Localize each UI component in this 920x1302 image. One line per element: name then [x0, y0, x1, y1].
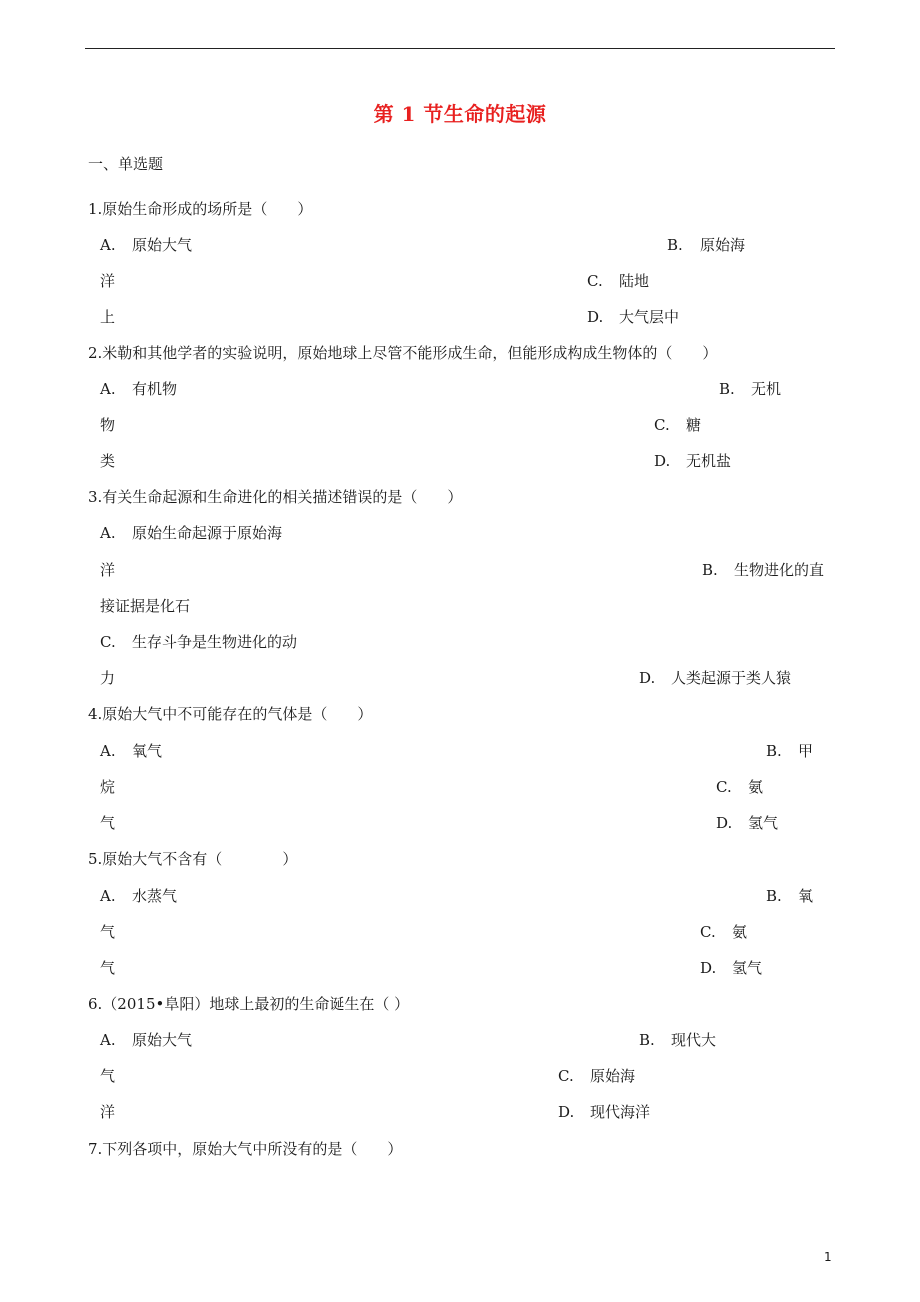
- page-number: 1: [824, 1250, 832, 1264]
- q1-option-a-label: A.: [100, 236, 116, 254]
- section-heading: 一、单选题: [88, 155, 164, 173]
- q2-wrap-2: 类: [100, 452, 116, 470]
- q3-option-b-label: B.: [702, 561, 718, 579]
- q4-option-a-label: A.: [100, 742, 116, 760]
- q1-option-c-text: 陆地: [619, 272, 650, 290]
- question-4-stem: 4.原始大气中不可能存在的气体是（ ）: [88, 705, 373, 723]
- q2-option-d-text: 无机盐: [686, 452, 732, 470]
- q5-option-b-text: 氧: [798, 887, 814, 905]
- q6-option-c-label: C.: [558, 1067, 574, 1085]
- q1-option-b-text: 原始海: [700, 236, 746, 254]
- q1-option-d-text: 大气层中: [619, 308, 680, 326]
- q6-wrap-1: 气: [100, 1067, 116, 1085]
- q2-wrap-1: 物: [100, 416, 116, 434]
- q4-option-d-text: 氢气: [748, 814, 779, 832]
- q3-option-c-label: C.: [100, 633, 116, 651]
- q2-option-b-label: B.: [719, 380, 735, 398]
- q6-option-d-text: 现代海洋: [590, 1103, 651, 1121]
- q3-option-b-text: 生物进化的直: [734, 561, 825, 579]
- q5-option-d-label: D.: [700, 959, 717, 977]
- q2-option-a-text: 有机物: [132, 380, 178, 398]
- question-6-stem: 6.（2015•阜阳）地球上最初的生命诞生在（ ）: [88, 995, 410, 1013]
- q4-option-b-label: B.: [766, 742, 782, 760]
- q6-option-c-text: 原始海: [590, 1067, 636, 1085]
- page-title: 第 1 节生命的起源: [373, 102, 547, 126]
- q5-option-a-text: 水蒸气: [132, 887, 178, 905]
- q5-wrap-1: 气: [100, 923, 116, 941]
- q5-option-a-label: A.: [100, 887, 116, 905]
- question-1-stem: 1.原始生命形成的场所是（ ）: [88, 200, 313, 218]
- q4-option-d-label: D.: [716, 814, 733, 832]
- question-7-stem: 7.下列各项中，原始大气中所没有的是（ ）: [88, 1140, 403, 1158]
- q5-option-d-text: 氢气: [732, 959, 763, 977]
- q6-option-b-label: B.: [639, 1031, 655, 1049]
- q3-option-d-label: D.: [639, 669, 656, 687]
- q6-option-a-text: 原始大气: [132, 1031, 193, 1049]
- q4-option-c-label: C.: [716, 778, 732, 796]
- q6-option-a-label: A.: [100, 1031, 116, 1049]
- q2-option-d-label: D.: [654, 452, 671, 470]
- q4-wrap-1: 烷: [100, 778, 116, 796]
- q3-option-c-text: 生存斗争是生物进化的动: [132, 633, 298, 651]
- q2-option-c-label: C.: [654, 416, 670, 434]
- q3-wrap-2: 接证据是化石: [100, 597, 191, 615]
- q2-option-c-text: 糖: [686, 416, 702, 434]
- q3-wrap-1: 洋: [100, 561, 116, 579]
- q4-option-a-text: 氧气: [132, 742, 163, 760]
- q4-wrap-2: 气: [100, 814, 116, 832]
- question-5-stem: 5.原始大气不含有（ ）: [88, 850, 298, 868]
- q5-option-c-text: 氨: [732, 923, 748, 941]
- q4-option-c-text: 氨: [748, 778, 764, 796]
- q1-option-b-label: B.: [667, 236, 683, 254]
- question-3-stem: 3.有关生命起源和生命进化的相关描述错误的是（ ）: [88, 488, 463, 506]
- q4-option-b-text: 甲: [798, 742, 814, 760]
- q6-option-b-text: 现代大: [671, 1031, 717, 1049]
- q5-wrap-2: 气: [100, 959, 116, 977]
- q6-wrap-2: 洋: [100, 1103, 116, 1121]
- q2-option-b-text: 无机: [751, 380, 782, 398]
- q3-option-d-text: 人类起源于类人猿: [671, 669, 792, 687]
- q1-option-c-label: C.: [587, 272, 603, 290]
- q3-option-a-text: 原始生命起源于原始海: [132, 524, 283, 542]
- question-2-stem: 2.米勒和其他学者的实验说明，原始地球上尽管不能形成生命，但能形成构成生物体的（ ）: [88, 344, 718, 362]
- header-rule: [85, 48, 835, 49]
- q1-option-a-text: 原始大气: [132, 236, 193, 254]
- q3-wrap-3: 力: [100, 669, 116, 687]
- q2-option-a-label: A.: [100, 380, 116, 398]
- q5-option-c-label: C.: [700, 923, 716, 941]
- q1-wrap-2: 上: [100, 308, 116, 326]
- q1-option-d-label: D.: [587, 308, 604, 326]
- q1-wrap-1: 洋: [100, 272, 116, 290]
- q3-option-a-label: A.: [100, 524, 116, 542]
- q6-option-d-label: D.: [558, 1103, 575, 1121]
- q5-option-b-label: B.: [766, 887, 782, 905]
